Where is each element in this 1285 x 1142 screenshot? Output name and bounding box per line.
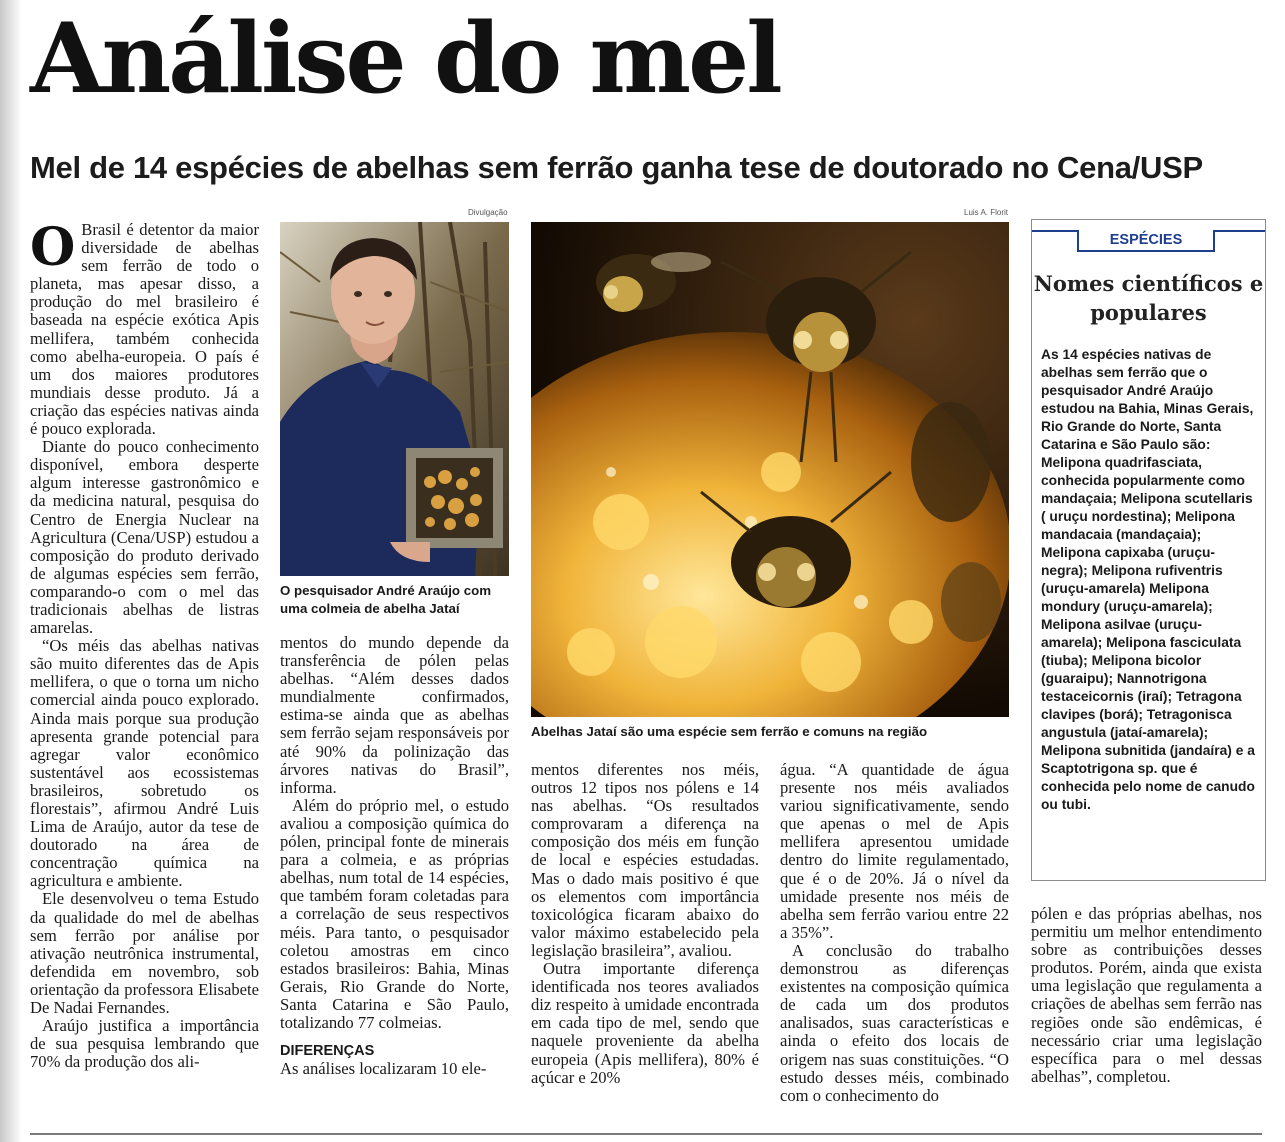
bees-photo [531,222,1009,717]
article-column-1 [30,217,259,1072]
bottom-rule [30,1133,1262,1135]
photo-credit-bees: Luis A. Florit [964,208,1009,217]
section-subtitle: DIFERENÇAS [280,1043,375,1060]
portrait-illustration [280,222,509,576]
article-paragraph: As análises localizaram 10 ele- [280,1059,487,1079]
caption-bees: Abelhas Jataí são uma espécie sem ferrão e comuns na região [531,724,928,739]
article-paragraph: Ele desenvolveu o tema Estudo da qualidade do mel de abelhas sem ferrão por análise por ativação neutrônica instrumental, defendida em novembro, sob orientação da professora Elisabete De Nadai Fernandes. [30,889,259,1018]
article-paragraph: mentos diferentes nos méis, outros 12 tipos nos pólens e 14 nas abelhas. “Os resultados comprovaram a diferença na composição dos méis em função de local e espécies estudadas. Mas o dado mais positivo é que os elementos com importância toxicológica ficaram abaixo do valor máximo estabelecido pela legislação brasileira”, avaliou. [531,760,759,960]
bees-illustration [531,222,1009,717]
page-edge-shadow [0,0,22,1142]
photo-credit-portrait: Divulgação [468,208,508,217]
article-paragraph: Diante do pouco conhecimento disponível, embora desperte algum interesse gastronômico e da medicina natural, pesquisa do Centro de Energia Nuclear na Agricultura (Cena/USP) estudou a composição do produto derivado de algumas espécies sem ferrão, comparando-o com o mel das tradicionais abelhas de listras amarelas. [30,437,259,638]
article-paragraph: “Os méis das abelhas nativas são muito diferentes das de Apis mellifera, o que o torna um nicho comercial ainda pouco explorado. Ainda mais porque sua produção apresenta grande potencial para agregar valor econômico sustentável aos ecossistemas brasileiros, sobretudo os florestais”, afirmou André Luis Lima de Araújo, autor da tese de doutorado na área de concentração química na agricultura e ambiente. [30,636,259,891]
species-sidebar [1031,219,1266,881]
portrait-photo [280,222,509,576]
article-column-5 [1031,905,1262,1086]
article-paragraph: A conclusão do trabalho demonstrou as diferenças existentes na composição química de cada um dos produtos analisados, suas características e ainda o efeito dos locais de origem nas suas constituições. “O estudo desses méis, combinado com o conhecimento do [780,940,1009,1105]
article-paragraph: O Brasil é detentor da maior diversidade de abelhas sem ferrão de todo o planeta, mas apesar disso, a produção do mel brasileiro é baseada na espécie exótica Apis mellifera, também conhecida como abelha-europeia. O país é um dos maiores produtores mundiais desse produto. Já a criação das espécies nativas ainda é pouco explorada. [30,217,259,439]
drop-cap: O [30,217,76,278]
sidebar-tag: ESPÉCIES [1077,230,1215,252]
caption-portrait: O pesquisador André Araújo com uma colmeia de abelha Jataí [280,583,492,616]
article-paragraph: Além do próprio mel, o estudo avaliou a composição química do pólen, principal fonte de minerais para a colmeia, e as próprias abelhas, num total de 14 espécies, que também foram coletadas para a correlação de seus respectivos méis. Para tanto, o pesquisador coletou amostras em cinco estados brasileiros: Bahia, Minas Gerais, Rio Grande do Norte, Santa Catarina e São Paulo, totalizando 77 colmeias. [280,795,509,1032]
sidebar-title: Nomes científicos e populares [1033,271,1264,325]
article-paragraph: pólen e das próprias abelhas, nos permitiu um melhor entendimento sobre as contribuições desses produtos. Porém, ainda que exista uma legislação que regulamenta a criações de abelhas sem ferrão nas regiões onde são endêmicas, é necessário criar uma legislação específica para o mel dessas abelhas”, completou. [1031,904,1262,1086]
sidebar-body: As 14 espécies nativas de abelhas sem ferrão que o pesquisador André Araújo estudou na Bahia, Minas Gerais, Rio Grande do Norte, Santa Catarina e São Paulo são: Melipona quadrifasciata, conhecida popularmente como mandaçaia; Melipona scutellaris ( uruçu nordestina); Melipona mandacaia (mandaçaia); Melipona capixaba (uruçu-negra); Melipona rufiventris (uruçu-amarela) Melipona mondury (uruçu-amarela); Melipona asilvae (uruçu-amarela); Melipona fasciculata (tiuba); Melipona bicolor (guaraipu); Nannotrigona testaceicornis (iraí); Tetragona clavipes (borá); Tetragonisca angustula (jataí-amarela); Melipona subnitida (jandaíra) e a Scaptotrigona sp. que é conhecida pelo nome de canudo ou tubi. [1041,347,1255,812]
article-paragraph: mentos do mundo depende da transferência de pólen pelas abelhas. “Além desses dados mundialmente confirmados, estima-se ainda que as abelhas sem ferrão sejam responsáveis por até 90% da polinização das árvores nativas do Brasil”, informa. [280,633,509,797]
article-paragraph: Outra importante diferença identificada nos teores avaliados diz respeito à umidade encontrada em cada tipo de mel, sendo que naquele proveniente da abelha europeia (Apis mellifera), 80% é açúcar e 20% [531,959,759,1087]
article-paragraph: água. “A quantidade de água presente nos méis avaliados variou significativamente, sendo que apenas o mel de Apis mellifera apresentou umidade dentro do limite regulamentado, que é o de 20%. Já o nível da umidade presente nos méis de abelha sem ferrão variou entre 22 a 35%”. [780,760,1009,942]
article-column-3 [531,761,759,1087]
article-column-4 [780,761,1009,1105]
article-column-2 [280,634,509,1078]
headline: Análise do mel [30,2,780,115]
article-paragraph: Araújo justifica a importância de sua pesquisa lembrando que 70% da produção dos ali- [30,1016,259,1072]
subheadline: Mel de 14 espécies de abelhas sem ferrão ganha tese de doutorado no Cena/USP [30,150,1203,185]
